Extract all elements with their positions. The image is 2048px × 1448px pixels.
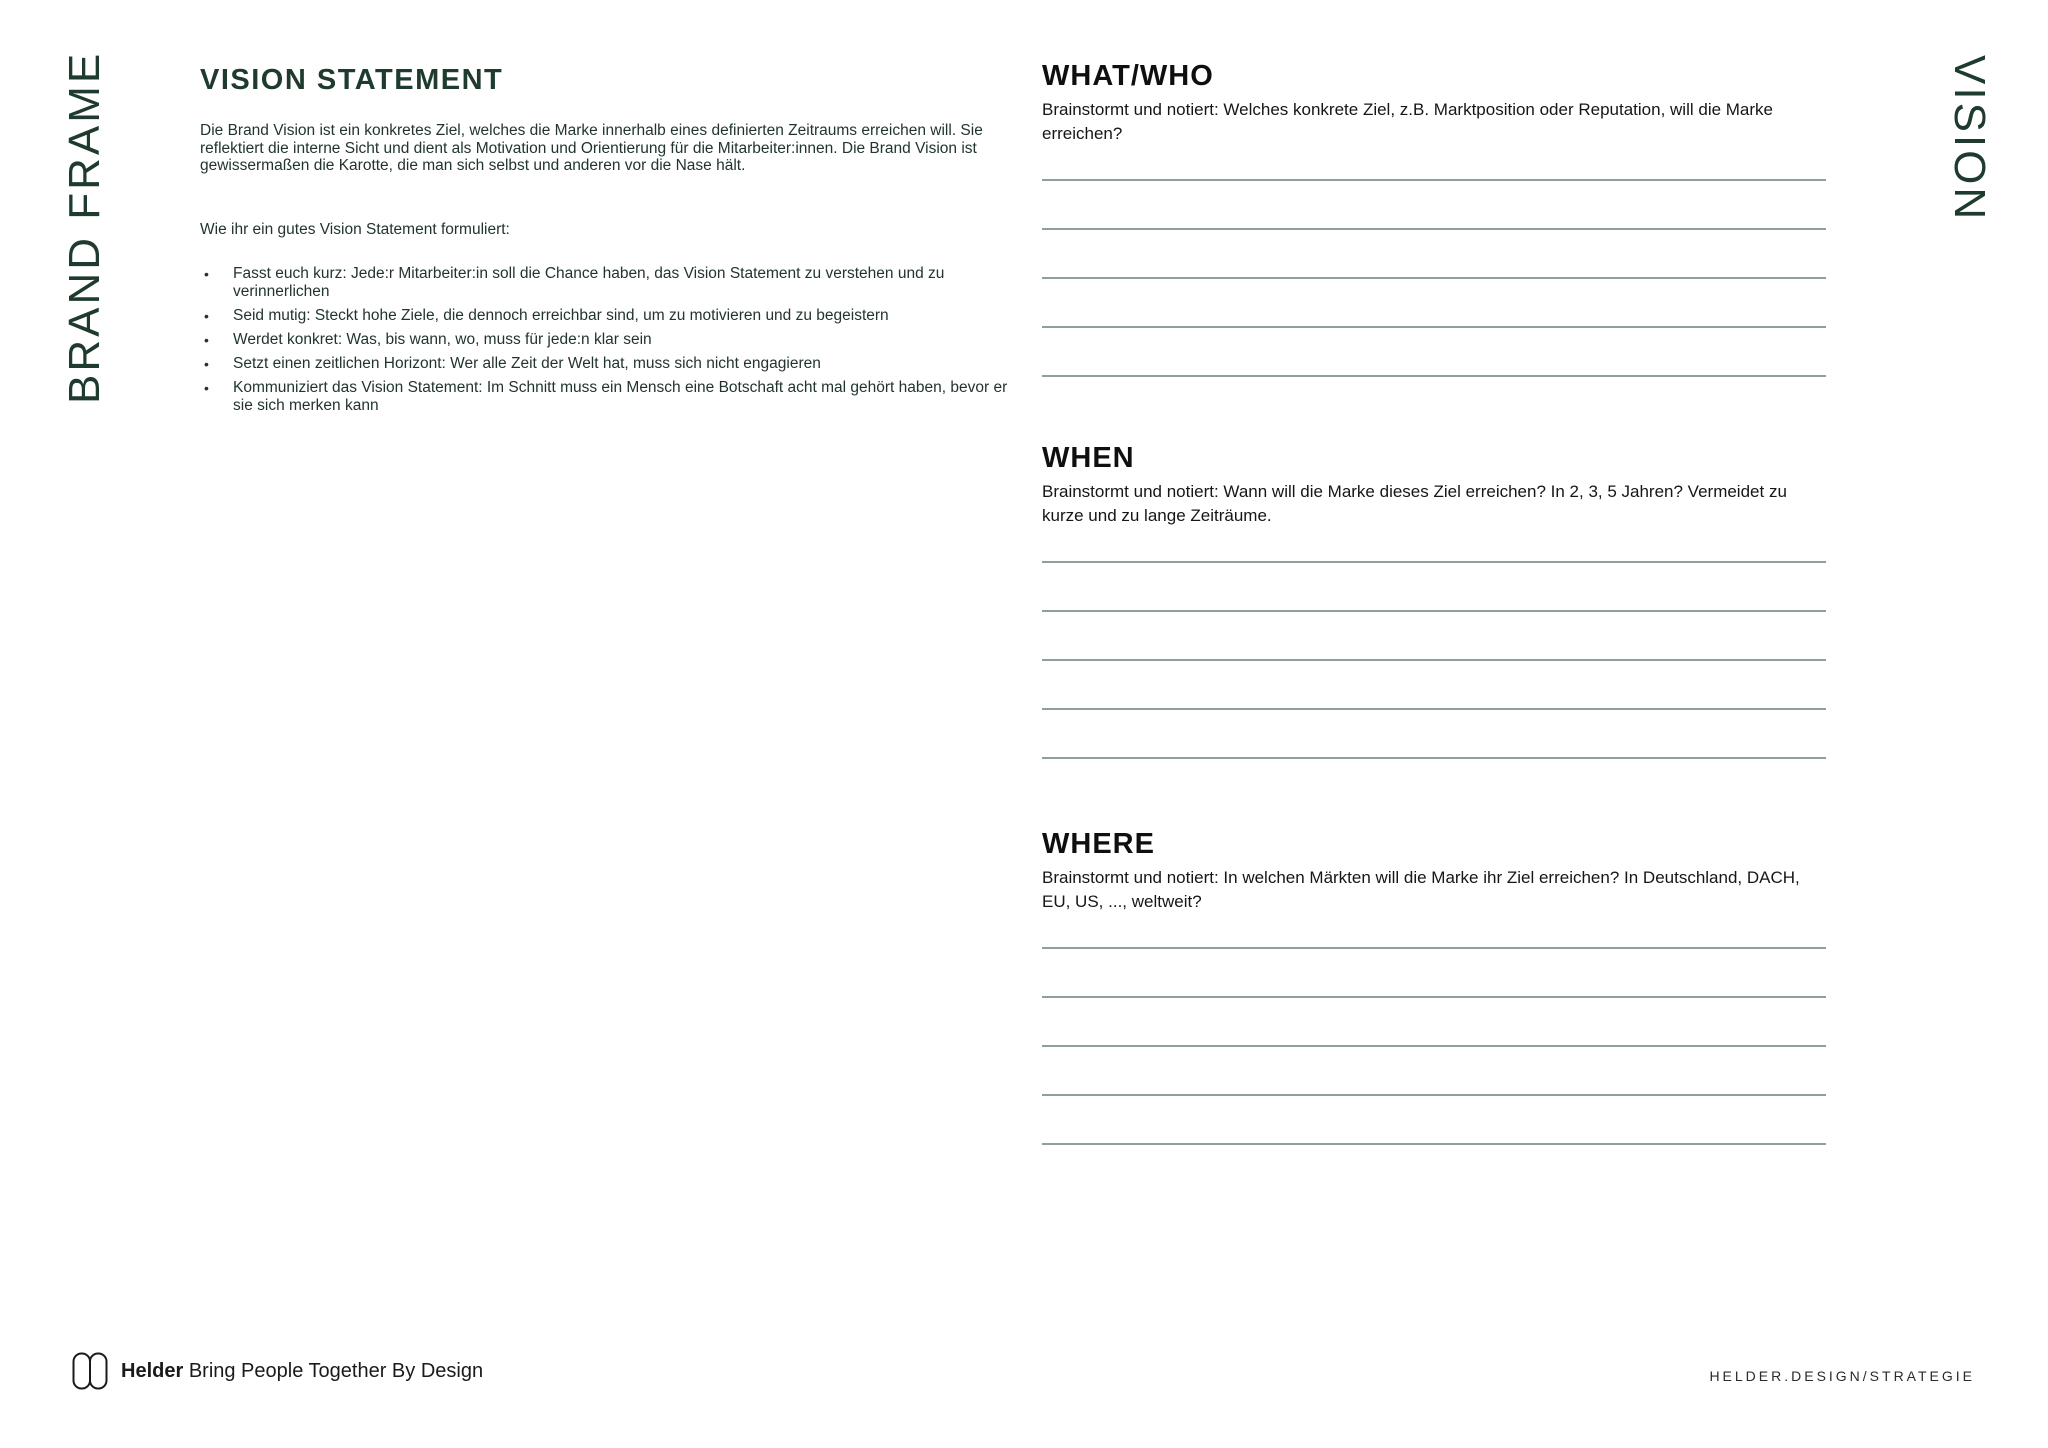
section-when	[1042, 442, 1826, 759]
list-item: • Seid mutig: Steckt hohe Ziele, die dennoch erreichbar sind, um zu motivieren und zu begeistern	[200, 307, 1012, 325]
list-item: • Setzt einen zeitlichen Horizont: Wer alle Zeit der Welt hat, muss sich nicht engagieren	[200, 355, 1012, 373]
answer-lines	[1042, 146, 1826, 377]
answer-line	[1042, 279, 1826, 328]
section-heading: WHAT/WHO	[1042, 60, 1214, 92]
section-prompt: Brainstormt und notiert: Welches konkrete Ziel, z.B. Marktposition oder Reputation, will die Marke erreichen?	[1042, 100, 1773, 143]
vision-guidelines-list	[200, 265, 1012, 415]
answer-line	[1042, 230, 1826, 279]
section-prompt: Brainstormt und notiert: In welchen Märkten will die Marke ihr Ziel erreichen? In Deutschland, DACH, EU, US, ..., weltweit?	[1042, 868, 1800, 911]
answer-line	[1042, 612, 1826, 661]
brand-name: Helder	[121, 1360, 184, 1382]
brand-tagline: Bring People Together By Design	[188, 1360, 484, 1382]
answer-line	[1042, 998, 1826, 1047]
section-prompt: Brainstormt und notiert: Wann will die Marke dieses Ziel erreichen? In 2, 3, 5 Jahren? Vermeidet zu kurze und zu lange Zeiträume.	[1042, 482, 1787, 525]
intro-paragraph: Die Brand Vision ist ein konkretes Ziel, welches die Marke innerhalb eines definierten Zeitraums erreichen will. Sie reflektiert die interne Sicht und dient als Motivation und Orientierung für die Mitarbeiter:innen. Die Brand Vision ist gewissermaßen die Karotte, die man sich selbst und anderen vor die Nase hält.	[200, 122, 983, 174]
answer-line	[1042, 1047, 1826, 1096]
section-heading: WHEN	[1042, 442, 1135, 474]
page-side-label-brand-frame: BRAND FRAME	[60, 50, 109, 404]
section-where	[1042, 828, 1826, 1145]
answer-line	[1042, 563, 1826, 612]
answer-line	[1042, 949, 1826, 998]
answer-lines	[1042, 914, 1826, 1145]
list-item: • Werdet konkret: Was, bis wann, wo, muss für jede:n klar sein	[200, 331, 1012, 349]
answer-line	[1042, 710, 1826, 759]
page-side-label-vision: VISION	[1945, 55, 1994, 223]
answer-line	[1042, 661, 1826, 710]
answer-line	[1042, 146, 1826, 181]
helder-logo-icon	[72, 1352, 108, 1390]
answer-line	[1042, 328, 1826, 377]
answer-lines	[1042, 528, 1826, 759]
answer-line	[1042, 1096, 1826, 1145]
footer-website: HELDER.DESIGN/STRATEGIE	[1709, 1368, 1975, 1384]
answer-line	[1042, 914, 1826, 949]
section-heading: WHERE	[1042, 828, 1155, 860]
page-title: VISION STATEMENT	[200, 64, 504, 96]
answer-line	[1042, 181, 1826, 230]
section-what-who	[1042, 60, 1826, 377]
guidelines-intro: Wie ihr ein gutes Vision Statement formuliert:	[200, 220, 510, 238]
list-item: • Fasst euch kurz: Jede:r Mitarbeiter:in soll die Chance haben, das Vision Statement zu verstehen und zu verinnerlichen	[200, 265, 1012, 301]
footer-brand	[72, 1352, 483, 1390]
answer-line	[1042, 528, 1826, 563]
explanation-column	[200, 56, 1012, 421]
footer-wordmark	[121, 1359, 483, 1383]
list-item: • Kommuniziert das Vision Statement: Im Schnitt muss ein Mensch eine Botschaft acht mal gehört haben, bevor er sie sich merken kann	[200, 379, 1012, 415]
